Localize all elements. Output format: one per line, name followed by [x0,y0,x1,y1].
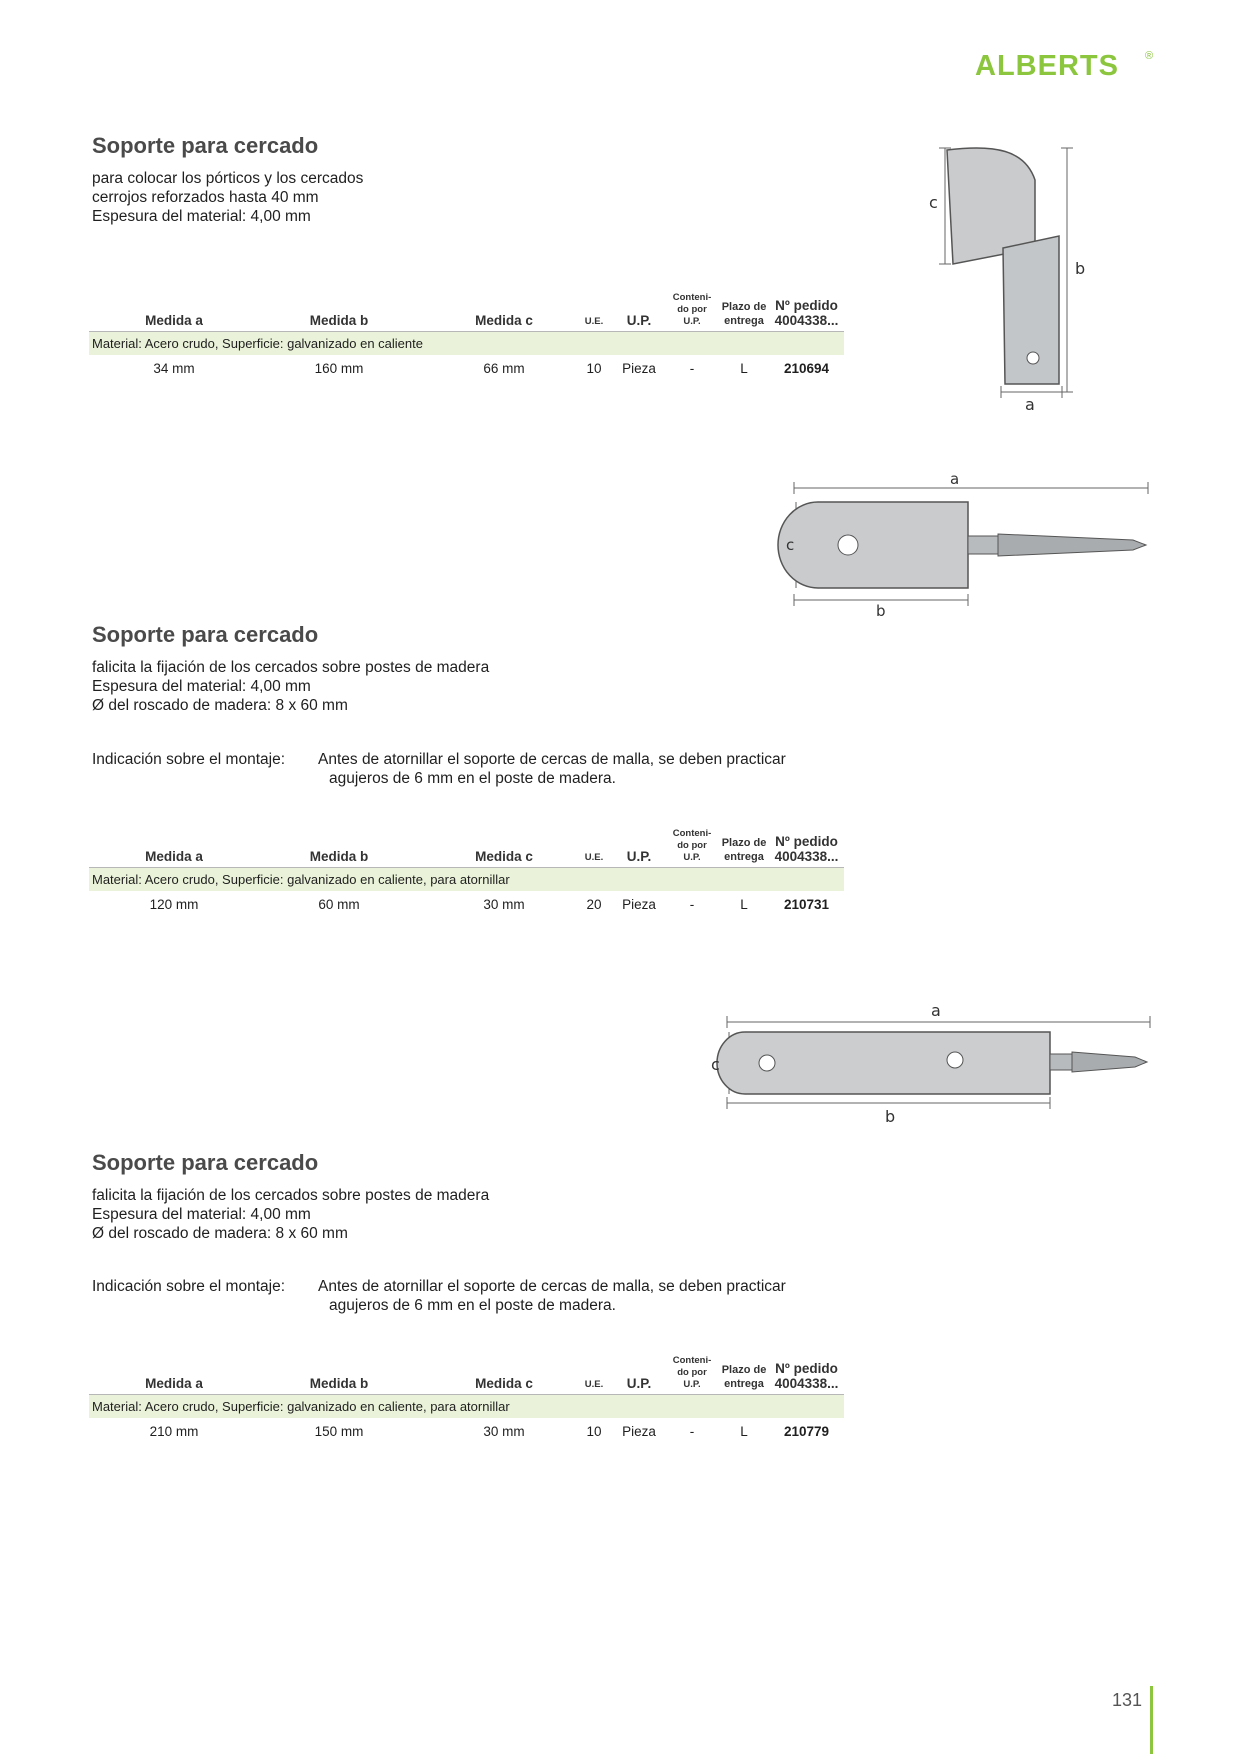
table-row [89,891,844,921]
col-pedido [769,298,844,328]
col-contenido [667,292,717,328]
col-pedido-line1: Nº pedido [775,1361,838,1376]
cell-contenido: - [689,361,695,376]
dim-label-b: b [876,602,886,620]
product-1-desc-1: para colocar los pórticos y los cercados [92,170,364,187]
col-up: U.P. [626,313,652,328]
col-medida-b: Medida b [309,849,369,864]
cell-medida-c: 30 mm [483,897,525,912]
col-pedido-line2: 4004338... [774,313,839,328]
product-3-desc-2: Espesura del material: 4,00 mm [92,1206,311,1223]
col-contenido-line2: do por [677,304,707,315]
table-header [89,285,844,331]
product-1-desc-3: Espesura del material: 4,00 mm [92,208,311,225]
cell-medida-c: 66 mm [483,361,525,376]
product-1-title: Soporte para cercado [92,133,319,158]
shank [968,536,998,554]
col-medida-a: Medida a [145,849,203,864]
col-contenido [667,1355,717,1391]
table-row [89,355,844,385]
col-plazo-line1: Plazo de [721,837,767,849]
col-pedido-line1: Nº pedido [775,834,838,849]
cell-medida-a: 120 mm [149,897,199,912]
product-2-title: Soporte para cercado [92,622,319,647]
page-number: 131 [1112,1690,1143,1710]
cell-ue: 20 [586,897,602,912]
col-medida-c: Medida c [475,1376,533,1391]
cell-plazo: L [740,361,748,376]
note-label: Indicación sobre el montaje: [92,751,286,768]
product-3-info [92,1150,852,1243]
note-text-line1: Antes de atornillar el soporte de cercas de malla, se deben practicar [318,1278,786,1295]
cell-up: Pieza [622,897,656,912]
cell-medida-b: 160 mm [314,361,364,376]
cell-pedido: 210731 [783,897,830,912]
col-contenido-line3: U.P. [683,316,701,327]
material-row: Material: Acero crudo, Superficie: galvanizado en caliente, para atornillar [89,867,844,891]
plate-hole-left [759,1055,775,1071]
plate [778,502,968,588]
col-pedido-line2: 4004338... [774,1376,839,1391]
dim-label-c: c [929,193,938,212]
col-pedido-line1: Nº pedido [775,298,838,313]
cell-up: Pieza [622,361,656,376]
product-3-title: Soporte para cercado [92,1150,319,1175]
page-number-bar [1150,1686,1153,1754]
col-plazo [719,300,769,328]
plate-hole-right [947,1052,963,1068]
cell-plazo: L [740,897,748,912]
product-3-desc-1: falicita la fijación de los cercados sobre postes de madera [92,1187,490,1204]
cell-medida-a: 210 mm [149,1424,199,1439]
col-medida-a: Medida a [145,1376,203,1391]
product-2-desc-2: Espesura del material: 4,00 mm [92,678,311,695]
col-medida-c: Medida c [475,313,533,328]
col-ue: U.E. [584,1379,604,1390]
col-plazo [719,836,769,864]
table-header [89,1348,844,1394]
cell-ue: 10 [586,361,602,376]
cell-pedido: 210779 [783,1424,830,1439]
note-label: Indicación sobre el montaje: [92,1278,286,1295]
dim-label-a: a [931,1001,941,1020]
product-3-table [89,1348,844,1448]
col-ue: U.E. [584,316,604,327]
material-row: Material: Acero crudo, Superficie: galvanizado en caliente, para atornillar [89,1394,844,1418]
dim-label-c: c [786,536,795,554]
col-plazo-line2: entrega [724,851,764,863]
brand-logo [975,50,1155,80]
dim-label-a: a [1025,395,1035,414]
dim-label-b: b [1075,259,1086,278]
cell-medida-c: 30 mm [483,1424,525,1439]
col-pedido [769,1361,844,1391]
col-contenido-line1: Conteni- [672,828,712,839]
col-plazo-line2: entrega [724,315,764,327]
product-2-desc-1: falicita la fijación de los cercados sobre postes de madera [92,659,490,676]
plate-hole [838,535,858,555]
col-contenido-line3: U.P. [683,1379,701,1390]
note-text [318,750,858,788]
cell-up: Pieza [622,1424,656,1439]
cell-medida-a: 34 mm [153,361,195,376]
table-header [89,821,844,867]
col-pedido-line2: 4004338... [774,849,839,864]
product-3-drawing [705,1000,1155,1130]
product-2-drawing [786,470,1153,620]
product-1-table [89,285,844,385]
dim-label-a: a [950,470,960,488]
product-1-drawing [925,140,1165,415]
col-plazo-line1: Plazo de [721,1364,767,1376]
cell-medida-b: 60 mm [318,897,360,912]
product-2-table [89,821,844,921]
product-2-info [92,622,852,715]
col-contenido-line1: Conteni- [672,292,712,303]
cell-medida-b: 150 mm [314,1424,364,1439]
col-medida-a: Medida a [145,313,203,328]
product-1-desc-2: cerrojos reforzados hasta 40 mm [92,189,319,206]
col-contenido-line2: do por [677,1367,707,1378]
shank [1050,1054,1072,1070]
product-2-desc-3: Ø del roscado de madera: 8 x 60 mm [92,697,348,714]
note-text-line1: Antes de atornillar el soporte de cercas de malla, se deben practicar [318,751,786,768]
col-up: U.P. [626,849,652,864]
dim-label-b: b [885,1107,896,1126]
screw-thread [998,534,1146,556]
cell-contenido: - [689,1424,695,1439]
note-text [318,1277,858,1315]
table-row [89,1418,844,1448]
note-text-line2: agujeros de 6 mm en el poste de madera. [329,1297,616,1314]
col-plazo-line1: Plazo de [721,301,767,313]
col-contenido-line1: Conteni- [672,1355,712,1366]
note-text-line2: agujeros de 6 mm en el poste de madera. [329,770,616,787]
col-medida-c: Medida c [475,849,533,864]
product-1-info [92,133,852,226]
col-plazo [719,1363,769,1391]
col-medida-b: Medida b [309,1376,369,1391]
col-medida-b: Medida b [309,313,369,328]
col-ue: U.E. [584,852,604,863]
bracket-hole [1027,352,1039,364]
screw-thread [1072,1052,1147,1072]
col-contenido [667,828,717,864]
cell-contenido: - [689,897,695,912]
col-pedido [769,834,844,864]
product-3-desc-3: Ø del roscado de madera: 8 x 60 mm [92,1225,348,1242]
col-plazo-line2: entrega [724,1378,764,1390]
col-contenido-line2: do por [677,840,707,851]
dim-label-c: c [711,1055,720,1074]
brand-name: ALBERTS [975,50,1119,82]
cell-plazo: L [740,1424,748,1439]
cell-pedido: 210694 [783,361,830,376]
brand-registered-mark: ® [1145,50,1154,62]
col-up: U.P. [626,1376,652,1391]
col-contenido-line3: U.P. [683,852,701,863]
material-row: Material: Acero crudo, Superficie: galvanizado en caliente [89,331,844,355]
cell-ue: 10 [586,1424,602,1439]
